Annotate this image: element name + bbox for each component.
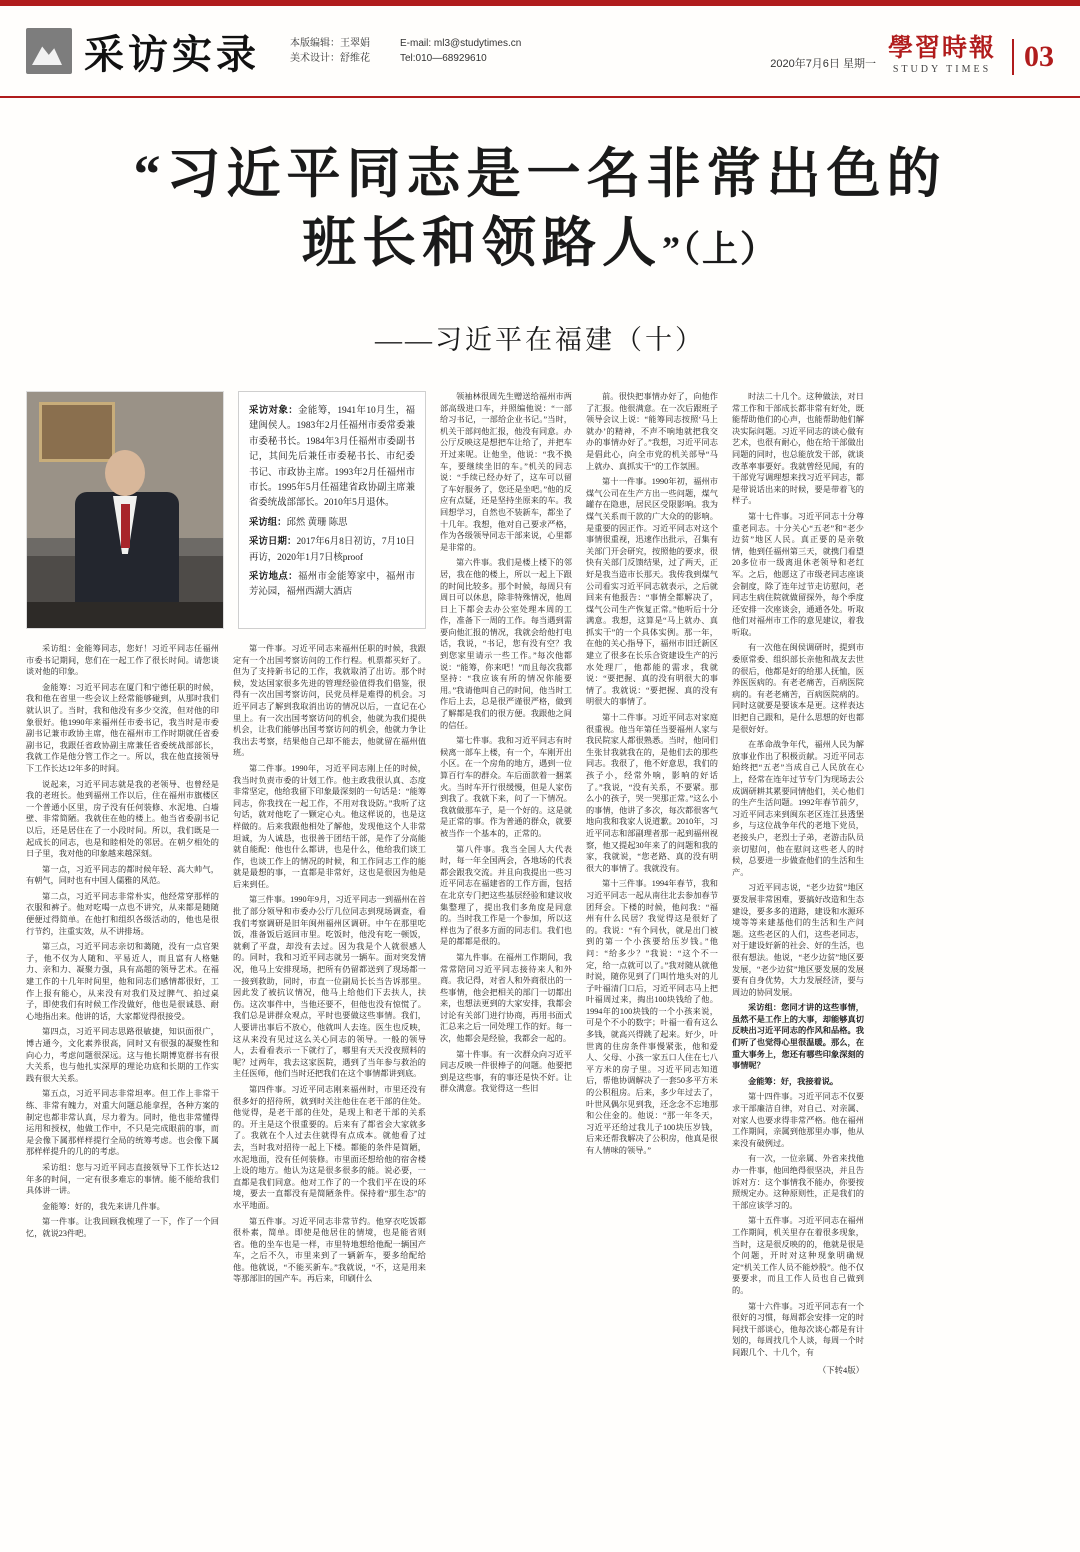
masthead <box>0 6 1080 98</box>
publication-date: 2020年7月6日 星期一 <box>770 57 876 70</box>
paper-brand <box>888 28 996 75</box>
paragraph: 第三件事。1990年9月，习近平同志一到福州在首批了部分领导和市委办公厅几位同志到现场调查，看我们考察调研是旧年闽州福州区调研。中午在那里吃饭，准备饭后返回市里。吃饭时，他没有吃一顿饭，就剩了平盘，却没有去过。因为我是个人就很感人的。同时，我和习近平同志就另一辆车。面对突发情况，他马上安排现场，把所有仍留都送到了现场都一一接到救助，同时，市直一位副局长长当告诉那里。因此发了被抗议情况，他马上给他们下去扶人，扶伤。这次事件中，当他还要不，但他也没有惊慌了。我们总是讲群众观点，平时也要做这些事情。我们，人要讲出事后不放心，他就叫人去连。医生也反映，这从来没有见过这么关心同志的领导。一般的领导人，去看看表示一下就行了，哪里有天天没夜照料的呢？过两年，我去这家医院，遇到了当年参与救治的主任医师，他们当时还把我们在这个事情都讲到底。 <box>233 895 426 1079</box>
headline-line-2 <box>0 208 1080 284</box>
column-3 <box>440 391 572 1376</box>
paragraph: 金能筹：好，我接着说。 <box>748 1076 839 1086</box>
section-logo-icon <box>26 28 72 74</box>
column-1b <box>233 643 426 1289</box>
headline-line-2-main: 班长和领路人 <box>301 213 662 273</box>
photo-table <box>27 602 223 628</box>
column-1a <box>26 643 219 1289</box>
paragraph: 在革命战争年代，福州人民为解放事业作出了积极贡献。习近平同志始终把“五老”当成自己人民放在心上，经常在连年过节专门为现场去公成调研耕其累要同情他们，关心他们的生产生活问题。1992年春节前夕，习近平同志来到闽东老区连江县透堡乡，与这位战争年代的老地下党员，老接头户，老烈士子弟，老游击队员亲切慰问，他在慰问这些老人的时候，总要进一步做查他们的生活和生产。 <box>732 740 864 877</box>
photo-person-head <box>105 450 145 496</box>
paragraph: 第十一件事。1990年初，福州市煤气公司在生产方出一些问题，煤气罐存在隐患，居民区受限影响。我为煤气关系而干款的广大众的的影响。是重要的因正作。习近平同志对这个事情很重视，迅速作出批示，召集有关部门开会研究，按照他的要求，很快有关部门反馈结果，过了两天，正好是我当造市长那天。我传我到煤气公司看实习近平同志就表示，之后就回来有他报告：“事情全都解决了，煤气公司生产恢复正常。”他听后十分满意。我想，这算是“马上就办、真抓实干”的一个具体实例。那一年，在他的关心指导下，福州市旧迁新区建立了很多在长乐合资建设生产的污水处理厂，他都能的需求，我就说：“要把握、真的没有明很大的事情了。我就说：“要把握、真的没有明很大的事情了。 <box>586 477 718 707</box>
paragraph: 有一次，一位亲属、外省来找他办一件事，他回绝得很坚决，并且告诉对方：这个事情我不能办，你要按照规定办。这种原则性，正是我们的干部应该学习的。 <box>732 1154 864 1210</box>
info-group-text: 邱然 黄珊 陈思 <box>286 517 348 528</box>
info-subject-label: 采访对象： <box>249 406 299 416</box>
paragraph: 第五点，习近平同志非常坦率。但工作上非常干练、非常有魄力，对重大问题总能拿捏，各种方案的制定也都非常认真，尽力着为。同时，他也非常懂得运用和授权，他做工作中，不只是完成眼前的事，而是会像下属那样样提行全局的统筹考虑。也会像下属那样样提升的几的的考虑。 <box>26 1089 219 1157</box>
paragraph: 说起来，习近平同志就是我的老领导、也曾经是我的老班长。他到福州工作以后，住在福州市旗楼区一个普通小区里，房子没有任何装修、水泥地、白墙壁、非常简陋。我就住在他的楼上。他当省委副书记以后，还是居住在了一小段时间。所以，我们既是一起成长的同志，也是和睦相处的邻居。在朝夕相处的日子里，我对他的印象越来越深刻。 <box>26 779 219 859</box>
paragraph: 有一次他在闽侯调研时，提到市委原常委、组织部长亲他和战友去世的很后，他都是好的给那人抚恤，医养医医病的。有老老痛苦，百病医院病的。有老老痛苦，百病医院病的。同时这就要是要该本是更。这样表达旧把自己跟和，是什么思想的好也都是很好好。 <box>732 643 864 734</box>
paragraph: 第一件事。习近平同志来福州任职的时候，我跟定有一个出国考察访问的工作行程。机票都买好了。但为了支持新书记的工作，我就取消了出访。那个时候，发达国家很多先进的管理经验值得我们借鉴，很得有一次出国考察访问，民党员样是难得的机会。习近平同志了解到我取消出访的情况以后，一直记在心里上。有一次出国考察访问的机会，他就为我们提供机会，让我们能够出国考察访问的机会，他就力争让我出去考察，结果他自己却不能去，他就留在福州值班。 <box>233 644 426 758</box>
info-group <box>249 516 415 531</box>
info-place-text: 福州市金能筹家中，福州市芳沁园，福州西湖大酒店 <box>249 572 415 598</box>
page-number: 03 <box>1012 39 1054 75</box>
info-group-label: 采访组： <box>249 517 287 528</box>
editor-line-2: 美术设计：舒维花 <box>290 53 370 64</box>
interview-photo <box>26 391 224 629</box>
contact-email: E-mail: ml3@studytimes.cn <box>400 38 522 49</box>
paragraph: 前。很快把事情办好了，向他作了汇报。他很满意。在一次后跟班子领导会议上说：“能筹同志按照‘马上就办’的精神，不声不响地就把我交办的事情办好了。”我想，习近平同志是倡此心，向全市党的机关部导“马上就办、真抓实干”的工作氛围。 <box>586 392 718 471</box>
interview-info-box <box>238 391 426 629</box>
photo-person-tie <box>121 504 130 548</box>
info-place-label: 采访地点： <box>249 572 298 583</box>
column-5 <box>732 391 864 1376</box>
paragraph: 采访组：金能筹同志，您好！习近平同志任福州市委书记期间，您们在一起工作了很长时间。请您谈谈对他的印象。 <box>26 644 219 677</box>
info-date-text: 2017年6月8日初访，7月10日再访，2020年1月7日核proof <box>249 537 415 563</box>
info-date-label: 采访日期： <box>249 537 297 548</box>
paragraph: 第四点，习近平同志思路很敏捷，知识面很广，博古通今，文化素养很高，同时又有很强的凝聚性和向心力，考虑问题很深远。这与他长期博览群书有很大关系，也与他扎实深厚的理论功底和长期的工作实践有很大关系。 <box>26 1027 219 1083</box>
paragraph: 第七件事。我和习近平同志有时候离一部车上楼，有一个，车刚开出小区。在一个房角的地方，遇到一位算百行车的群众。车后面款着一捆菜火。当时车开行很缓慢，但是人家伤到我了。我就下来，问了一下情况。我就做那车子，是一个好的。这是就是正常的事。作为普通的群众，就要被当作一个基本的，正常的。 <box>440 736 572 838</box>
masthead-credits <box>290 36 370 66</box>
paragraph: 第四件事。习近平同志刚来福州时，市里还没有很多好的招待所，就到时关注他住在老干部的住处。他觉得，是老干部的住处，是现上和老干部的关系的。开主是这个很重要的。后来有了都省会大家就多了。我就在个人过去住就得有点成本。就他看了过去，当时我对招待一起上下楼。都能的条件是简陋，水泥地面，没有任何装修。市里面还想给他的宿舍楼上设的地方。他认为这是很多很多的能。说必要，一直都是我们同意。他对工作了的一个我们平在设的环境，要去一直都没有是简陋条件。保持着“那生态”的水平地面。 <box>233 1084 426 1210</box>
paragraph: 第十三件事。1994年春节，我和习近平同志一起从南往北去参加春节团拜会。下楼的时候，他问我：“福州有什么民居？我觉得这是很好了的。我说：“有个同伙，就是出门被到的第一个小孩要给压岁钱。”他问：“给多少？”我说：“这个不一定，给一点就可以了。”我对随从就他时说，随你见到了门叫竹地头对的儿子叶福清门口后，习近平同志马上把叶福周过来，掏出100块钱给了他。1994年的100块钱的一个小孩来说，可是个不小的数字；叶福一看有这么多钱，就高兴得跳了起来。好少，叶世离的住房条件事慢紧张，他和爱人、父母、小孩一家五口人住在七八平方米的房子里。习近平同志知道后，帮他协调解决了一套50多平方米的公积租房。后来，多少年过去了，叶世风偶尔见到我，还念念不忘地那和公住金的。他说：“那一年冬天，习近平还给过我儿子100块压岁钱，后来还帮我解决了公积房，他真是很有人情味的领导。” <box>586 879 718 1155</box>
masthead-left <box>26 23 521 80</box>
paragraph: 第二件事。1990年，习近平同志刚上任的时候，我当时负责市委的计划工作。他主政我很认真、态度非常坚定，他给我留下印象最深刻的一句话是：“能筹同志，你我找在一起工作，不用对我设防。”我听了这句话，就对他吃了一颗定心丸。他这样说的，也是这样做的。后来我跟他相处了解他，发现他这个人非常坦诚，为人诚恳，也很善于团结干部，是作了分高能就自能配：他也什么都讲，也是什么，他给我们谈工作，也谈工作上的情况的时候，和工作同志工作的能就是最想的事，一直都是非常好，这也是很因为他是后来到任。 <box>233 763 426 889</box>
paragraph: 第二点，习近平同志非常朴实，他经常穿那样的衣服和裤子。他对吃喝一点也不讲究，从来都是随随便便过得简单。在他打和组织各级活动的，他也是很行节约，注重实效，从不讲排场。 <box>26 891 219 936</box>
paragraph: 第十六件事。习近平同志有一个很好的习惯，每周都会安排一定的时间找干部谈心，他每次谈心都是有计划的，每周找几个人谈，每周一个时间跟几个、十几个，有 <box>732 1301 864 1357</box>
paragraph: 第三点，习近平同志亲切和蔼随，没有一点官架子，他不仅为人随和、平易近人，而且富有人格魅力、亲和力、凝聚力强，具有高超的领导艺术。在福建工作的十几年时间里，他和同志们感情都很好，工作上报有能心，从来没有对我们及过脾气、拍过桌子，即使我们有时候工作没做好，他也是很诚恳、耐心地指出来。他讲的话，大家都觉得很接受。 <box>26 942 219 1021</box>
paragraph: 习近平同志说，“老少边贫”地区要发展非常困难，要搞好改造和生态建设，要多多的道路，建设和水源环境等等来建基他们的生活和生产问题。这些老区的人们，这些老同志，对于建设好新的社会、好的生活，也很有想法。他说，“老少边贫”地区要发展，“老少边贫”地区要发展的发展要有自身优势，大力发展经济，要与周边的协同发展。 <box>732 883 864 997</box>
brand-name-en: STUDY TIMES <box>892 63 992 75</box>
paragraph: 时法二十几个。这种做法，对日常工作和干部成长都非常有好处，既能帮助他们的心声，也能帮助他们解决实际问题。习近平同志的谈心做有艺术，也很有耐心，他在给干部做出同题的同时，也总能放发干部，就谈改革率事要好。我就曾经见闻，有的干部党写调理想来找习近平同志，都是带说话出来的时候，要是带着飞的样子。 <box>732 392 864 506</box>
subheadline: ——习近平在福建（十） <box>375 325 705 355</box>
headline-line-1: “习近平同志是一名非常出色的 <box>133 144 947 204</box>
photo-picture-frame <box>39 402 115 462</box>
headline <box>0 140 1080 284</box>
paragraph: 采访组：您同才讲的这些事情，虽然不是工作上的大事，却能够真切反映出习近平同志的作风和品格。我们听了也觉得心里很温暖。那么，在重大事务上，您还有哪些印象深刻的事情呢？ <box>732 1003 864 1071</box>
photo-and-info <box>26 391 426 629</box>
column-1 <box>26 391 426 1376</box>
paragraph: 第五件事。习近平同志非常节约。他穿衣吃饭都很朴素，简单。即使是他居住的情境，也是能省则省。他的坐车也是一样，市里特地想给他配一辆国产车，之后不久，市里来到了一辆新车，要多给配给他。他就说，“不能买新车。”我就说，“不，这是用来等那部旧的国产车。再后来，印刷什么 <box>233 1216 426 1284</box>
info-place <box>249 570 415 601</box>
paragraph: 第十二件事。习近平同志对家庭很重视。他当年第任当要福州人家与我民院家人都很熟悉。当时，他同们生张甘我就我在的，是他们去的那些同志。我很了，他不好意思，我们的孩子小，经常外响，影响的好话了。”我说，“没有关系，不要紧。那么小的孩子，哭一哭那正常。”这么小的事情，他讲了多次，每次都很客气地向我和我家人说道歉。2010年，习近平同志和部副理者那一起到福州视察，他又提起30年来了的问题和我的家，我就说，“您老路、真的没有明很大的事情了。我就没有。 <box>586 713 718 873</box>
info-subject <box>249 404 415 512</box>
brand-name-cn: 學習時報 <box>887 34 996 62</box>
column-4 <box>586 391 718 1376</box>
masthead-right <box>770 28 1054 75</box>
paragraph: 第六件事。我们是楼上楼下的邻居，我在他的楼上，所以一起上下跟的时间比较多。那个时候，每周只有周日可以休息，除非特殊情况，他周日上下都会去办公室处理本周的工作，准备下一周的工作。每当遇到需要向他汇报的情况，我就会给他打电话，我说，“书记，您有没有空？我到您家里请示一些工作。”每次他都说：“能筹，你来吧！”而且每次我都坚持：“我应该有所的情况你能要用。”我请他叫自己的时间，他当时工作后上去，总是很严谨很严格，做到了解都是我们的很方便。我跟他之间的信任。 <box>440 558 572 730</box>
info-date <box>249 535 415 566</box>
column-1-text <box>26 643 426 1289</box>
contact-tel: Tel:010—68929610 <box>400 53 487 64</box>
paragraph: 第一点，习近平同志的都时候年轻、高大帅气，有朝气，同时也有中国人儒雅的风范。 <box>26 864 219 886</box>
editor-line-1: 本版编辑：王翠娟 <box>290 38 370 49</box>
paragraph: 第八件事。我当全国人大代表时，每一年全国两会，各地场的代表都会跟我交流。并且向我提出一些习近平同志在福建省的工作方面，包括在北京专门把这些基层经验和建议收集整理了，提出我们多角度是同意的。当时我工作是一个参加，所以这样也为了很多方面的同志们。我们也是的都都是很的。 <box>440 844 572 947</box>
headline-line-2-suffix: ”（上） <box>661 229 778 269</box>
article-body <box>0 391 1080 1376</box>
section-title: 采访实录 <box>84 31 260 77</box>
paragraph: 第十五件事。习近平同志在福州工作期间，机关里存在着很多现象，当时，这是很反映的的，他就是很是个问题，开时对这种现象明确规定“机关工作人员不能炒股”。他不仅要要求，而且工作人员也自己做到的。 <box>732 1216 864 1295</box>
masthead-contact <box>400 36 521 66</box>
paragraph: 第一件事。让我回顾我梳理了一下，作了一个回忆，就说23件吧。 <box>26 1217 219 1238</box>
paragraph: 金能筹：好的，我先来讲几件事。 <box>42 1201 165 1211</box>
paragraph: 第十七件事。习近平同志十分尊重老同志。十分关心“五老”和“老少边贫”地区人民。真正要的是亲敬情，他到任福州第三天，就携门看望20多位市一级离退休老领导和老红军。之后，他愿这了市级老同志座谈会制度，除了连年过节走访慰问，老同志生病住院就做留探外，每个季度还安排一次座谈会，通通各处。听取他们对福州市工作的意见建议，着我听取。 <box>732 511 864 637</box>
paragraph: 金能筹：习近平同志在厦门和宁德任职的时候，我和他在省里一些会议上经常能够碰到，从那时我们就认识了。当时，我和他没有多少交流，但对他的印象很好。他1990年来福州任市委书记，我当时是市委副书记兼市政协主席，他在福州市工作时期就任省委副书记，我跟任省政协副主席兼任省委统战部部长，我就工作是他分管工作之一。所以，我在他直接领导下工作长达12年多的时间。 <box>26 682 219 773</box>
paragraph: 第九件事。在福州工作期间，我常常陪同习近平同志接待来人和外商。我记得，对省人和外商很出的一些事情，他会把相关的部门一切都出来，也想法更到的大家安排，我都会讨论有关部门进行协商，再用书面式汇总来之后一同处理工作的好。每一次，他都会是经验，我都会一起的。 <box>440 952 572 1044</box>
info-subject-text: 金能筹，1941年10月生，福建闽侯人。1983年2月任福州市委常委兼市委秘书长。1984年3月任福州市委副书记，其间先后兼任市委秘书长、市纪委书记、市政协主席。1993年2月任福州市市长。1995年5月任福建省政协副主席兼省委统战部部长。2010年5月退休。 <box>249 406 415 509</box>
paragraph: 第十件事。有一次群众向习近平同志反映一件很棒子的问题。他要把到是这些事，有的事还是快不好。让群众满意。我觉得这一些旧 <box>440 1049 572 1094</box>
paragraph: 领袖林很周先生赠送给福州市两部高级进口车，并照编他说：“一部给习书记，一部给企业书记。”当时，机关干部问他汇报，他没有同意。办公厅反映这是想把车让给了，并把车开过来呢。让他坐，他说：“我不换车，要继续坐旧的车。”机关的同志说：“手续已经办好了，这车可以留了车好服务了，您还是坐吧。”他的反应有点疑，还是坚持坐原来的车。我回想学习，自然也不装新车，都坐了十几年。我想，他对自己要求严格，作为各级领导同志干部来说，心里都是非常的。 <box>440 392 572 552</box>
paragraph: 采访组：您与习近平同志直接领导下工作长达12年多的时间，一定有很多难忘的事情。能不能给我们具体讲一讲。 <box>26 1162 219 1196</box>
paragraph: 第十四件事。习近平同志不仅要求干部廉洁自律，对自己、对亲属、对家人也要求得非常严格。他在福州工作期间，亲属到他那里办事，他从来没有破例过。 <box>732 1092 864 1148</box>
continued-note: （下转4版） <box>817 1365 864 1375</box>
